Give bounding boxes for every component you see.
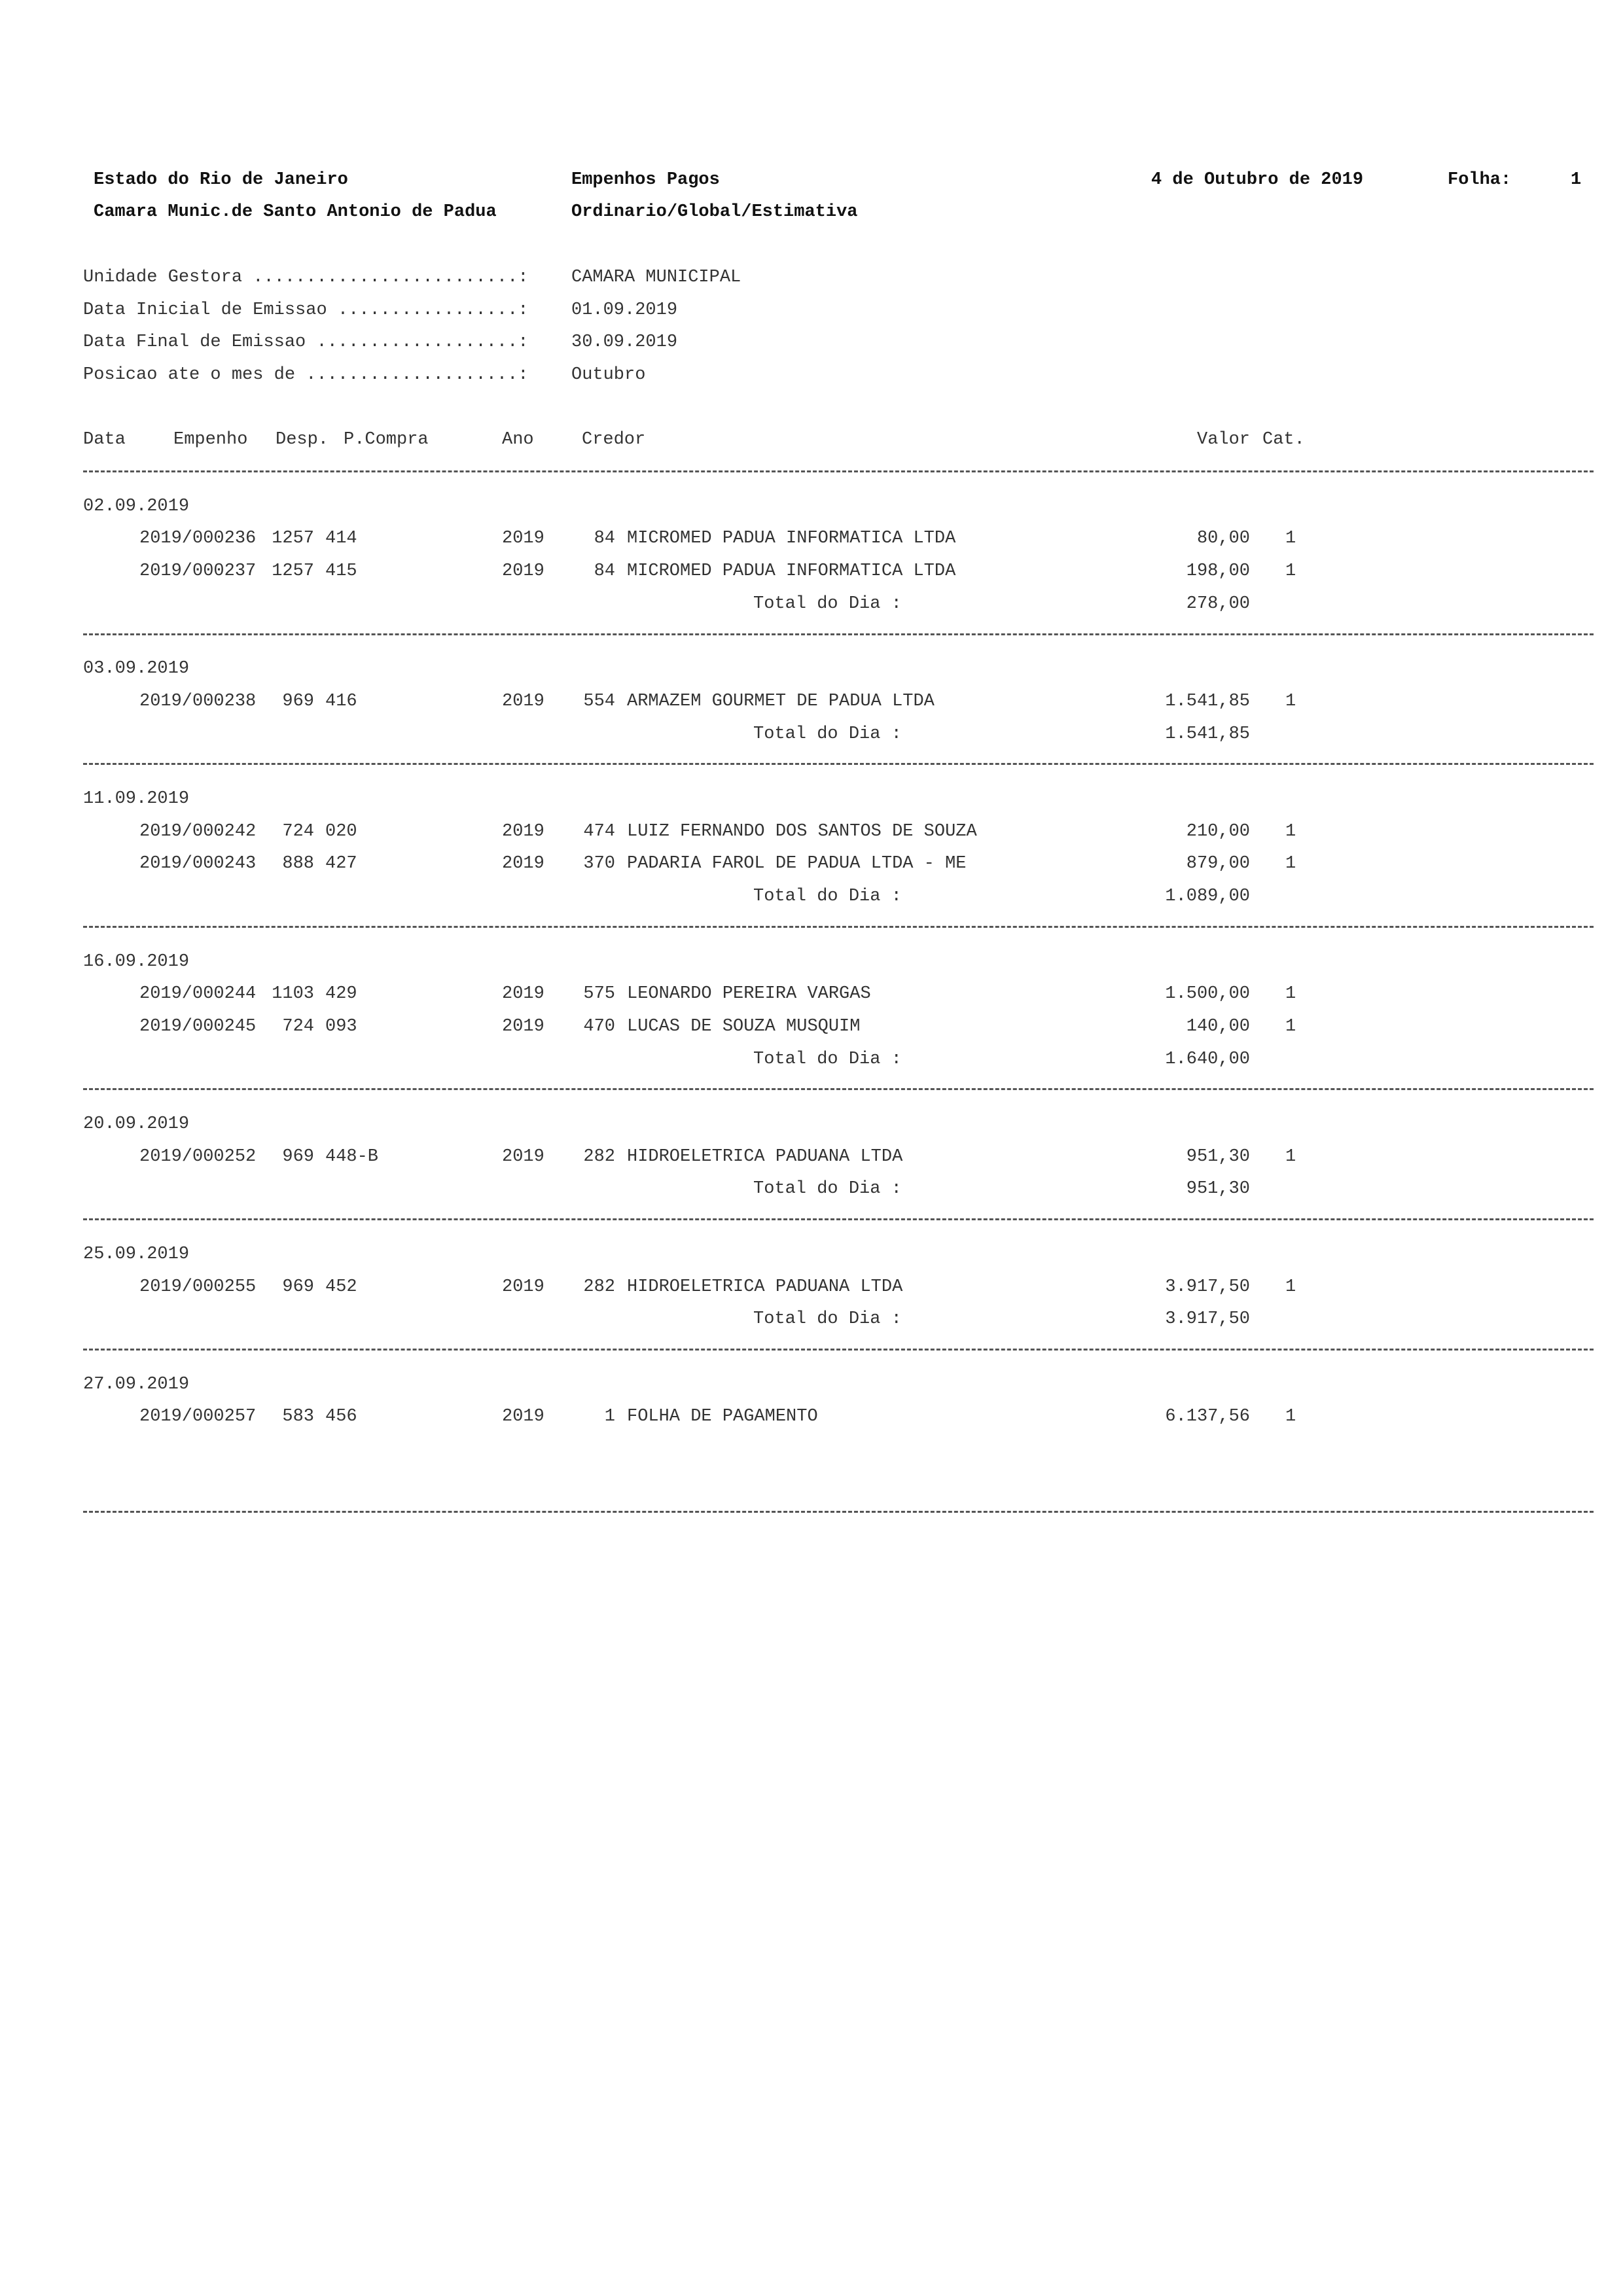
col-ano: Ano — [502, 430, 534, 450]
header-chamber: Camara Munic.de Santo Antonio de Padua — [94, 202, 497, 222]
col-pcompra: P.Compra — [344, 430, 429, 450]
empenho-number: 2019/000252 — [139, 1146, 257, 1167]
day-date: 11.09.2019 — [83, 789, 190, 809]
cat-value: 1 — [1285, 1016, 1296, 1036]
cat-value: 1 — [1285, 821, 1296, 841]
ano-value: 2019 — [502, 691, 544, 711]
ano-value: 2019 — [502, 821, 544, 841]
total-label: Total do Dia : — [753, 593, 902, 614]
desp-number: 969 — [282, 1277, 314, 1297]
report-title: Empenhos Pagos — [571, 170, 720, 190]
pcompra-number: 452 — [325, 1277, 357, 1297]
day-date: 03.09.2019 — [83, 659, 190, 679]
credor-code: 575 — [583, 984, 615, 1004]
ano-value: 2019 — [502, 1277, 544, 1297]
desp-number: 888 — [282, 854, 314, 874]
pcompra-number: 415 — [325, 561, 357, 582]
valor-amount: 210,00 — [1186, 821, 1250, 841]
credor-name: FOLHA DE PAGAMENTO — [627, 1407, 818, 1427]
total-label: Total do Dia : — [753, 1179, 902, 1199]
total-label: Total do Dia : — [753, 1309, 902, 1330]
divider-line — [83, 763, 1594, 765]
col-credor: Credor — [582, 430, 646, 450]
cat-value: 1 — [1285, 984, 1296, 1004]
param-label: Unidade Gestora .........................: — [83, 268, 529, 287]
day-date: 25.09.2019 — [83, 1244, 190, 1264]
valor-amount: 3.917,50 — [1165, 1277, 1250, 1297]
empenho-number: 2019/000242 — [139, 821, 257, 841]
sheet-number: 1 — [1571, 170, 1582, 190]
valor-amount: 198,00 — [1186, 561, 1250, 582]
divider-line — [83, 1511, 1594, 1513]
pcompra-number: 456 — [325, 1407, 357, 1427]
report-date: 4 de Outubro de 2019 — [1151, 170, 1364, 190]
total-amount: 1.640,00 — [1165, 1049, 1250, 1069]
credor-name: ARMAZEM GOURMET DE PADUA LTDA — [627, 691, 935, 711]
col-desp: Desp. — [276, 430, 329, 450]
pcompra-number: 093 — [325, 1016, 357, 1036]
divider-line — [83, 1088, 1594, 1090]
divider-line — [83, 1349, 1594, 1351]
credor-name: HIDROELETRICA PADUANA LTDA — [627, 1277, 903, 1297]
empenho-number: 2019/000237 — [139, 561, 257, 582]
col-empenho: Empenho — [173, 430, 248, 450]
col-data: Data — [83, 430, 126, 450]
desp-number: 583 — [282, 1407, 314, 1427]
total-amount: 1.089,00 — [1165, 887, 1250, 907]
empenho-number: 2019/000257 — [139, 1407, 257, 1427]
total-label: Total do Dia : — [753, 724, 902, 744]
header-state: Estado do Rio de Janeiro — [94, 170, 348, 190]
empenho-number: 2019/000244 — [139, 984, 257, 1004]
valor-amount: 951,30 — [1186, 1146, 1250, 1167]
credor-code: 554 — [583, 691, 615, 711]
day-date: 16.09.2019 — [83, 951, 190, 972]
pcompra-number: 416 — [325, 691, 357, 711]
credor-name: PADARIA FAROL DE PADUA LTDA - ME — [627, 854, 967, 874]
desp-number: 724 — [282, 821, 314, 841]
valor-amount: 1.541,85 — [1165, 691, 1250, 711]
cat-value: 1 — [1285, 1146, 1296, 1167]
day-date: 20.09.2019 — [83, 1114, 190, 1134]
credor-code: 474 — [583, 821, 615, 841]
desp-number: 1103 — [272, 984, 314, 1004]
cat-value: 1 — [1285, 1407, 1296, 1427]
total-amount: 278,00 — [1186, 593, 1250, 614]
param-label: Data Final de Emissao ...................: — [83, 332, 529, 353]
total-amount: 1.541,85 — [1165, 724, 1250, 744]
credor-name: LUIZ FERNANDO DOS SANTOS DE SOUZA — [627, 821, 977, 841]
empenho-number: 2019/000255 — [139, 1277, 257, 1297]
day-date: 27.09.2019 — [83, 1374, 190, 1394]
total-label: Total do Dia : — [753, 887, 902, 907]
credor-name: MICROMED PADUA INFORMATICA LTDA — [627, 529, 956, 549]
pcompra-number: 429 — [325, 984, 357, 1004]
param-value: 01.09.2019 — [571, 300, 678, 320]
credor-name: HIDROELETRICA PADUANA LTDA — [627, 1146, 903, 1167]
valor-amount: 1.500,00 — [1165, 984, 1250, 1004]
credor-code: 282 — [583, 1146, 615, 1167]
divider-line — [83, 633, 1594, 635]
total-amount: 951,30 — [1186, 1179, 1250, 1199]
cat-value: 1 — [1285, 854, 1296, 874]
desp-number: 1257 — [272, 529, 314, 549]
divider-line — [83, 926, 1594, 928]
param-label: Data Inicial de Emissao .................: — [83, 300, 529, 320]
ano-value: 2019 — [502, 1016, 544, 1036]
col-cat: Cat. — [1262, 430, 1305, 450]
credor-name: LUCAS DE SOUZA MUSQUIM — [627, 1016, 861, 1036]
credor-name: LEONARDO PEREIRA VARGAS — [627, 984, 871, 1004]
cat-value: 1 — [1285, 561, 1296, 582]
ano-value: 2019 — [502, 854, 544, 874]
sheet-label: Folha: — [1448, 170, 1512, 190]
cat-value: 1 — [1285, 691, 1296, 711]
credor-code: 470 — [583, 1016, 615, 1036]
empenho-number: 2019/000236 — [139, 529, 257, 549]
param-label: Posicao ate o mes de ....................: — [83, 365, 529, 385]
credor-code: 370 — [583, 854, 615, 874]
credor-code: 84 — [594, 529, 615, 549]
ano-value: 2019 — [502, 1146, 544, 1167]
valor-amount: 6.137,56 — [1165, 1407, 1250, 1427]
empenho-number: 2019/000238 — [139, 691, 257, 711]
ano-value: 2019 — [502, 1407, 544, 1427]
desp-number: 724 — [282, 1016, 314, 1036]
valor-amount: 140,00 — [1186, 1016, 1250, 1036]
pcompra-number: 020 — [325, 821, 357, 841]
cat-value: 1 — [1285, 1277, 1296, 1297]
credor-code: 84 — [594, 561, 615, 582]
param-value: CAMARA MUNICIPAL — [571, 268, 741, 287]
empenho-number: 2019/000243 — [139, 854, 257, 874]
cat-value: 1 — [1285, 529, 1296, 549]
ano-value: 2019 — [502, 561, 544, 582]
credor-name: MICROMED PADUA INFORMATICA LTDA — [627, 561, 956, 582]
total-label: Total do Dia : — [753, 1049, 902, 1069]
col-valor: Valor — [1197, 430, 1251, 450]
desp-number: 1257 — [272, 561, 314, 582]
ano-value: 2019 — [502, 529, 544, 549]
ano-value: 2019 — [502, 984, 544, 1004]
empenho-number: 2019/000245 — [139, 1016, 257, 1036]
pcompra-number: 414 — [325, 529, 357, 549]
day-date: 02.09.2019 — [83, 496, 190, 516]
pcompra-number: 427 — [325, 854, 357, 874]
param-value: Outubro — [571, 365, 646, 385]
param-value: 30.09.2019 — [571, 332, 678, 353]
credor-code: 282 — [583, 1277, 615, 1297]
divider-line — [83, 470, 1594, 472]
desp-number: 969 — [282, 1146, 314, 1167]
valor-amount: 879,00 — [1186, 854, 1250, 874]
divider-line — [83, 1218, 1594, 1220]
pcompra-number: 448-B — [325, 1146, 379, 1167]
valor-amount: 80,00 — [1196, 529, 1250, 549]
report-subtitle: Ordinario/Global/Estimativa — [571, 202, 858, 222]
desp-number: 969 — [282, 691, 314, 711]
credor-code: 1 — [604, 1407, 615, 1427]
total-amount: 3.917,50 — [1165, 1309, 1250, 1330]
